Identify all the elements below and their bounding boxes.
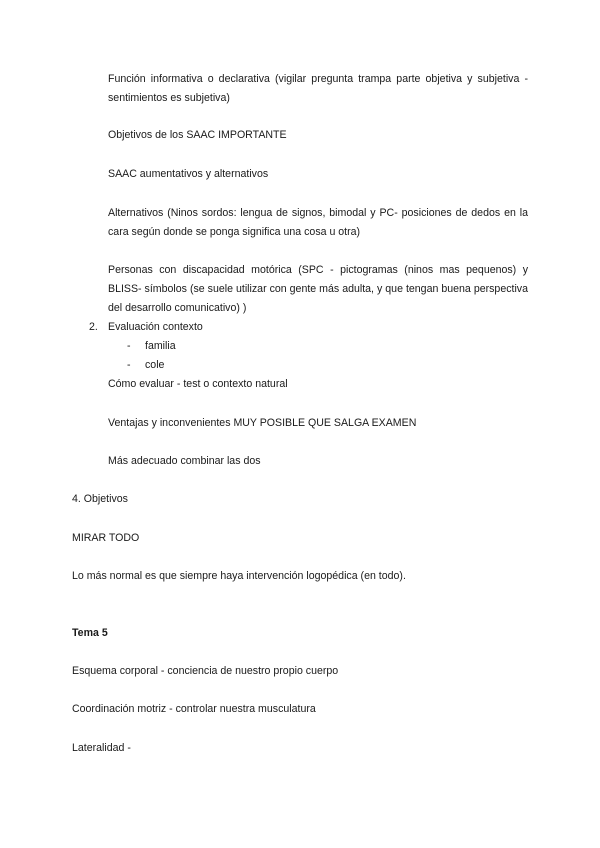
sub-item-familia: familia — [145, 340, 176, 352]
section-heading-tema-5: Tema 5 — [72, 627, 108, 639]
section-heading-objetivos: 4. Objetivos — [72, 493, 128, 505]
paragraph-mirar-todo: MIRAR TODO — [72, 532, 140, 544]
list-bullet-dash: - — [127, 359, 131, 371]
paragraph-esquema-corporal: Esquema corporal - conciencia de nuestro propio cuerpo — [72, 665, 339, 677]
paragraph-personas-discapacidad: Personas con discapacidad motórica (SPC - pictogramas (ninos mas pequenos) y BLISS- símbolos (se suele utilizar con gente más adulta, y que tengan buena perspectiva del desarrollo comunicativo) ) — [108, 264, 528, 314]
paragraph-funcion-informativa: Función informativa o declarativa (vigilar pregunta trampa parte objetiva y subjetiva - sentimientos es subjetiva) — [108, 73, 528, 104]
sub-item-cole: cole — [145, 359, 165, 371]
paragraph-coordinacion-motriz: Coordinación motriz - controlar nuestra musculatura — [72, 703, 316, 715]
paragraph-como-evaluar: Cómo evaluar - test o contexto natural — [108, 378, 288, 390]
paragraph-mas-adecuado: Más adecuado combinar las dos — [108, 455, 261, 467]
paragraph-alternativos: Alternativos (Ninos sordos: lengua de signos, bimodal y PC- posiciones de dedos en la cara según donde se ponga significa una cosa u otra) — [108, 207, 528, 238]
paragraph-lateralidad: Lateralidad - — [72, 742, 131, 754]
paragraph-lo-mas-normal: Lo más normal es que siempre haya intervención logopédica (en todo). — [72, 570, 406, 582]
paragraph-ventajas: Ventajas y inconvenientes MUY POSIBLE QUE SALGA EXAMEN — [108, 417, 417, 429]
paragraph-objetivos-saac: Objetivos de los SAAC IMPORTANTE — [108, 129, 287, 141]
paragraph-saac-aumentativos: SAAC aumentativos y alternativos — [108, 168, 269, 180]
list-bullet-dash: - — [127, 340, 131, 352]
list-item-evaluacion-contexto: Evaluación contexto — [108, 321, 203, 333]
list-number: 2. — [89, 321, 98, 333]
